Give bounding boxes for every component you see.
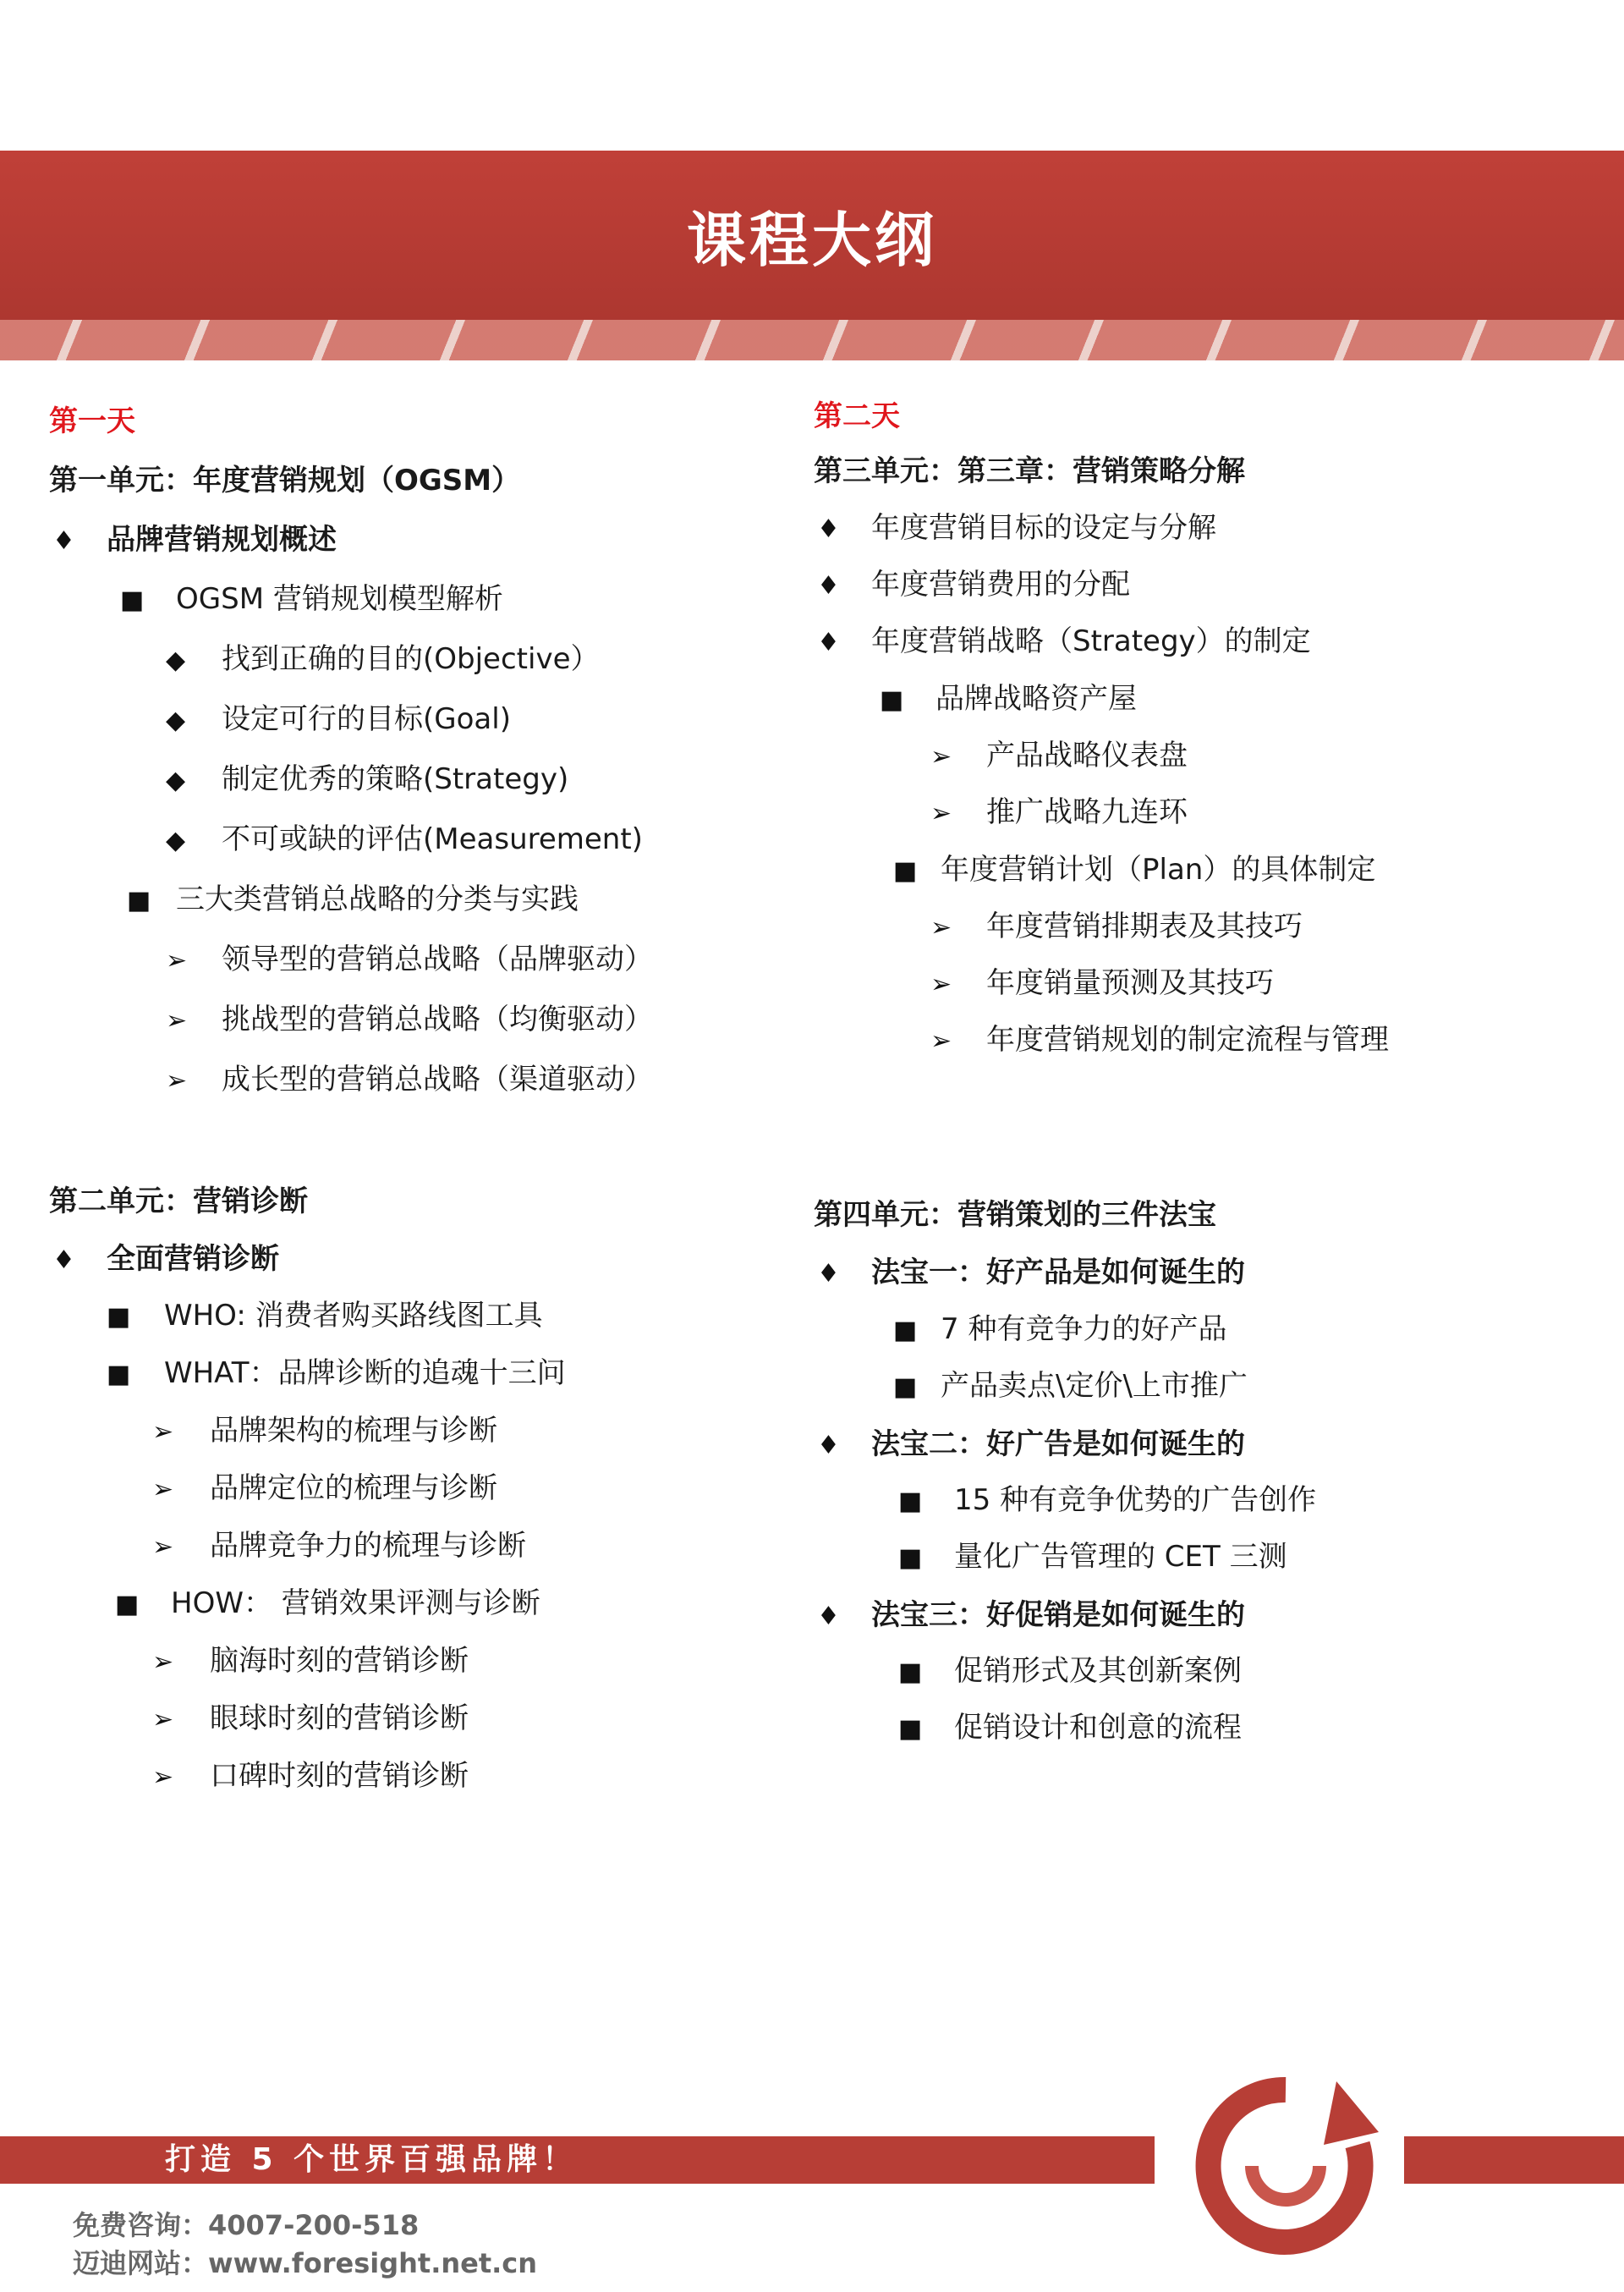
arrow-bullet-icon: ➢ bbox=[166, 1006, 188, 1036]
arrow-bullet-icon: ➢ bbox=[930, 1026, 952, 1056]
footer-bar-right bbox=[1404, 2136, 1624, 2184]
day2-heading: 第二天 bbox=[814, 399, 900, 433]
page-title: 课程大纲 bbox=[687, 205, 937, 275]
u3-item2: 年度营销费用的分配 bbox=[871, 568, 1130, 602]
square-bullet-icon: ■ bbox=[893, 856, 918, 886]
u3-s2-c: 年度营销规划的制定流程与管理 bbox=[986, 1023, 1389, 1057]
diamond-bullet-icon: ♦ bbox=[817, 1431, 840, 1460]
square-bullet-icon: ■ bbox=[898, 1487, 923, 1516]
arrow-bullet-icon: ➢ bbox=[152, 1762, 174, 1792]
u2-item1: 全面营销诊断 bbox=[107, 1242, 279, 1276]
u4-item1: 法宝一：好产品是如何诞生的 bbox=[871, 1256, 1245, 1289]
footer-website: 迈迪网站：www.foresight.net.cn bbox=[73, 2247, 538, 2279]
u3-s1-b: 推广战略九连环 bbox=[986, 795, 1188, 829]
u4-i3-a: 促销形式及其创新案例 bbox=[954, 1654, 1242, 1688]
u3-item3: 年度营销战略（Strategy）的制定 bbox=[871, 624, 1311, 658]
u3-sub2: 年度营销计划（Plan）的具体制定 bbox=[941, 853, 1376, 887]
square-bullet-icon: ■ bbox=[898, 1657, 923, 1687]
u4-i2-a: 15 种有竞争优势的广告创作 bbox=[954, 1483, 1317, 1517]
u2-s3-c: 口碑时刻的营销诊断 bbox=[210, 1759, 469, 1793]
arrow-bullet-icon: ➢ bbox=[930, 970, 952, 999]
u2-s2-b: 品牌定位的梳理与诊断 bbox=[210, 1471, 497, 1505]
u1-s1-d: 不可或缺的评估(Measurement) bbox=[222, 822, 643, 856]
header-stripe-band bbox=[0, 320, 1624, 360]
u4-i2-b: 量化广告管理的 CET 三测 bbox=[954, 1540, 1287, 1574]
u2-sub2: WHAT：品牌诊断的追魂十三问 bbox=[164, 1356, 566, 1390]
arrow-bullet-icon: ➢ bbox=[152, 1475, 174, 1504]
u3-item1: 年度营销目标的设定与分解 bbox=[871, 511, 1216, 545]
square-bullet-icon: ■ bbox=[893, 1316, 918, 1345]
u1-sub1: OGSM 营销规划模型解析 bbox=[176, 582, 503, 616]
u1-s1-a: 找到正确的目的(Objective） bbox=[222, 642, 600, 676]
square-bullet-icon: ■ bbox=[107, 1302, 131, 1332]
diamond-bullet-icon: ♦ bbox=[817, 628, 840, 657]
square-bullet-icon: ■ bbox=[893, 1372, 918, 1402]
square-bullet-icon: ■ bbox=[127, 886, 151, 915]
unit1-heading: 第一单元：年度营销规划（OGSM） bbox=[49, 464, 521, 497]
u1-s2-c: 成长型的营销总战略（渠道驱动） bbox=[222, 1063, 653, 1097]
diamond-bullet-icon: ♦ bbox=[817, 514, 840, 544]
diamond-bullet-icon: ♦ bbox=[52, 1245, 75, 1275]
solid-diamond-icon: ◆ bbox=[166, 646, 186, 675]
diamond-bullet-icon: ♦ bbox=[52, 526, 75, 556]
u3-s2-b: 年度销量预测及其技巧 bbox=[986, 966, 1274, 1000]
logo-circle-arrow-icon bbox=[1184, 2064, 1387, 2267]
diamond-bullet-icon: ♦ bbox=[817, 1259, 840, 1289]
u4-i3-b: 促销设计和创意的流程 bbox=[954, 1711, 1242, 1745]
arrow-bullet-icon: ➢ bbox=[930, 742, 952, 772]
solid-diamond-icon: ◆ bbox=[166, 766, 186, 795]
square-bullet-icon: ■ bbox=[107, 1360, 131, 1389]
u4-item3: 法宝三：好促销是如何诞生的 bbox=[871, 1598, 1245, 1632]
u2-sub3: HOW： 营销效果评测与诊断 bbox=[171, 1586, 540, 1620]
arrow-bullet-icon: ➢ bbox=[166, 946, 188, 976]
arrow-bullet-icon: ➢ bbox=[930, 913, 952, 943]
u2-s2-a: 品牌架构的梳理与诊断 bbox=[210, 1414, 497, 1448]
footer-slogan: 打造 5 个世界百强品牌！ bbox=[165, 2142, 579, 2177]
unit4-heading: 第四单元：营销策划的三件法宝 bbox=[814, 1198, 1216, 1232]
u2-sub1: WHO: 消费者购买路线图工具 bbox=[164, 1299, 543, 1333]
arrow-bullet-icon: ➢ bbox=[152, 1532, 174, 1562]
u3-sub1: 品牌战略资产屋 bbox=[935, 682, 1137, 716]
diamond-bullet-icon: ♦ bbox=[817, 571, 840, 601]
u1-s1-b: 设定可行的目标(Goal) bbox=[222, 702, 511, 736]
u4-i1-a: 7 种有竞争力的好产品 bbox=[941, 1312, 1227, 1346]
u4-item2: 法宝二：好广告是如何诞生的 bbox=[871, 1427, 1245, 1461]
solid-diamond-icon: ◆ bbox=[166, 826, 186, 855]
square-bullet-icon: ■ bbox=[898, 1714, 923, 1744]
solid-diamond-icon: ◆ bbox=[166, 706, 186, 735]
square-bullet-icon: ■ bbox=[880, 685, 904, 715]
u1-s2-b: 挑战型的营销总战略（均衡驱动） bbox=[222, 1003, 653, 1036]
square-bullet-icon: ■ bbox=[115, 1590, 140, 1619]
footer-hotline: 免费咨询：4007-200-518 bbox=[73, 2209, 420, 2241]
u3-s1-a: 产品战略仪表盘 bbox=[986, 739, 1188, 772]
arrow-bullet-icon: ➢ bbox=[166, 1066, 188, 1096]
u1-item1: 品牌营销规划概述 bbox=[107, 523, 337, 557]
u1-s1-c: 制定优秀的策略(Strategy) bbox=[222, 762, 569, 796]
unit2-heading: 第二单元：营销诊断 bbox=[49, 1184, 308, 1218]
u2-s2-c: 品牌竞争力的梳理与诊断 bbox=[210, 1529, 526, 1563]
u1-s2-a: 领导型的营销总战略（品牌驱动） bbox=[222, 943, 653, 976]
u1-sub2: 三大类营销总战略的分类与实践 bbox=[176, 882, 579, 916]
square-bullet-icon: ■ bbox=[120, 585, 145, 615]
diamond-bullet-icon: ♦ bbox=[817, 1602, 840, 1631]
u4-i1-b: 产品卖点\定价\上市推广 bbox=[941, 1369, 1248, 1403]
arrow-bullet-icon: ➢ bbox=[152, 1705, 174, 1734]
arrow-bullet-icon: ➢ bbox=[152, 1417, 174, 1447]
u3-s2-a: 年度营销排期表及其技巧 bbox=[986, 910, 1303, 943]
unit3-heading: 第三单元：第三章：营销策略分解 bbox=[814, 454, 1245, 488]
day1-heading: 第一天 bbox=[49, 404, 135, 438]
arrow-bullet-icon: ➢ bbox=[152, 1647, 174, 1677]
u2-s3-b: 眼球时刻的营销诊断 bbox=[210, 1701, 469, 1735]
arrow-bullet-icon: ➢ bbox=[930, 799, 952, 828]
u2-s3-a: 脑海时刻的营销诊断 bbox=[210, 1644, 469, 1678]
square-bullet-icon: ■ bbox=[898, 1543, 923, 1573]
